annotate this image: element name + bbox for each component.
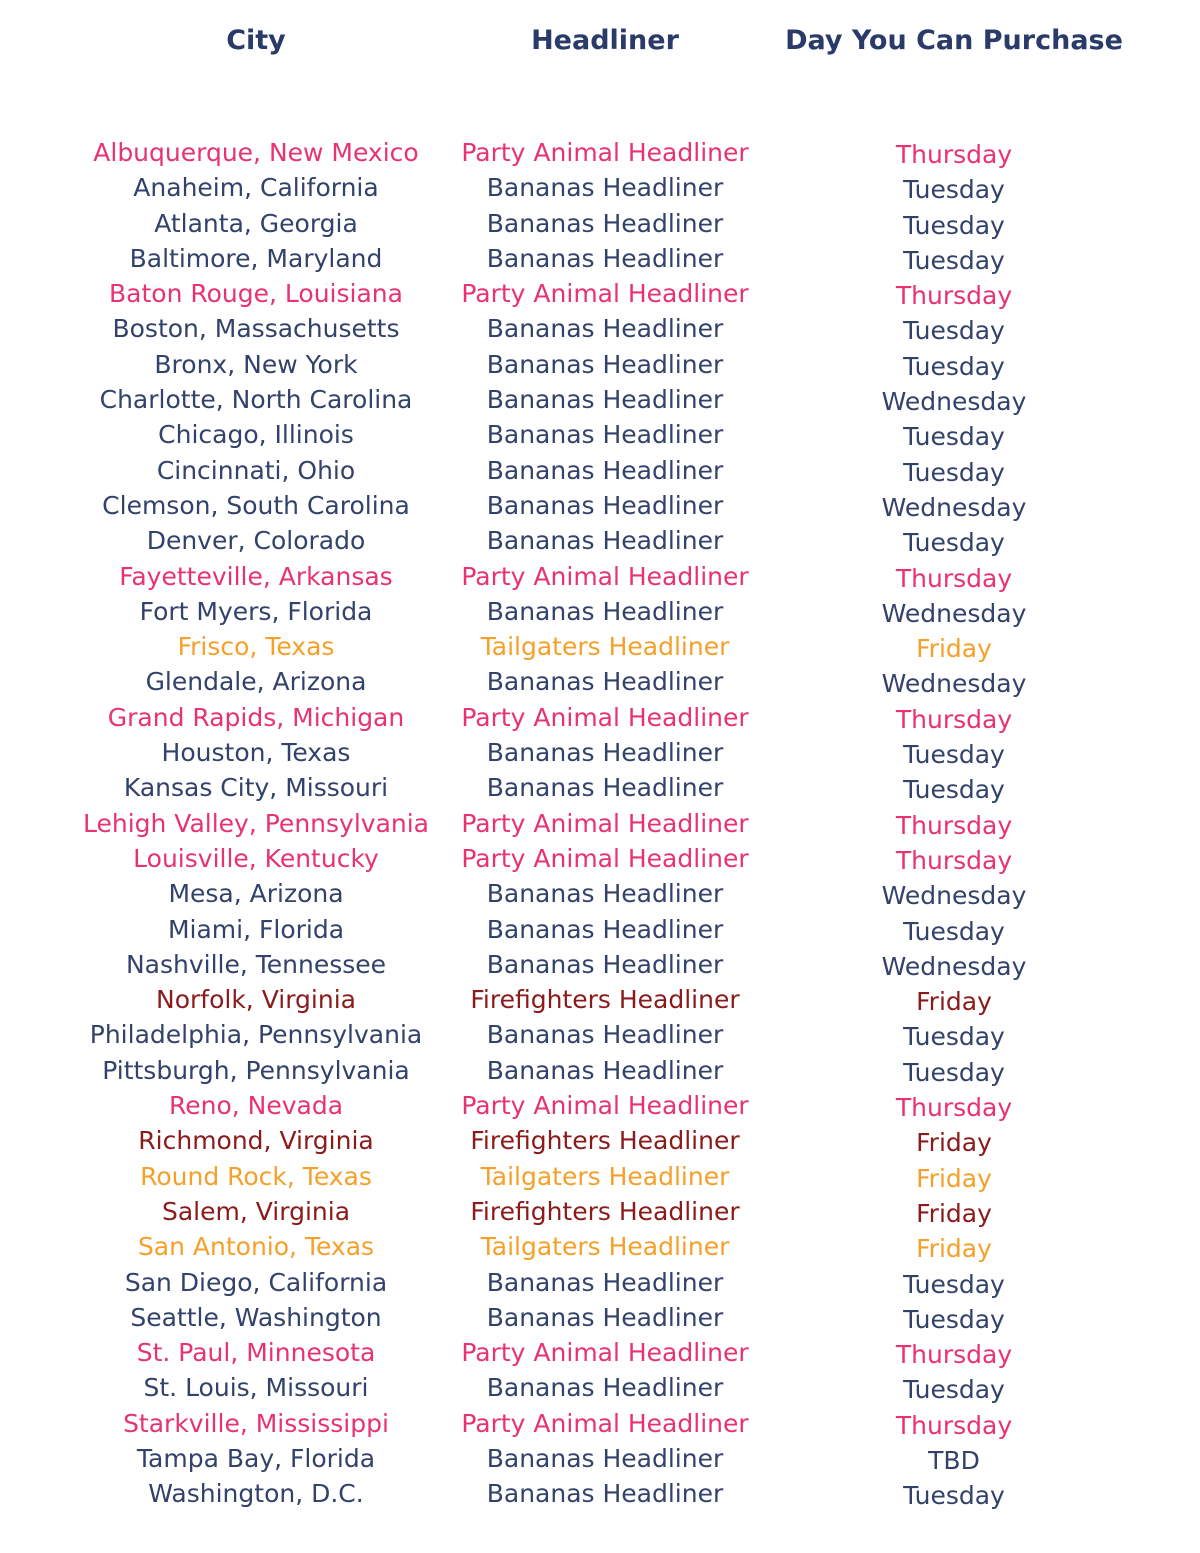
headliner-cell: Party Animal Headliner [461, 1338, 749, 1368]
city-cell: Clemson, South Carolina [102, 490, 410, 520]
city-cell: Atlanta, Georgia [154, 208, 358, 238]
day-cell: Tuesday [903, 457, 1005, 487]
headliner-cell: Bananas Headliner [486, 208, 724, 238]
table-row [0, 1406, 1200, 1441]
headliner-cell: Bananas Headliner [486, 173, 724, 203]
city-cell: Starkville, Mississippi [123, 1408, 389, 1438]
day-cell: TBD [928, 1445, 980, 1475]
headliner-cell: Firefighters Headliner [470, 985, 740, 1015]
table-row [0, 1088, 1200, 1123]
table-row [0, 876, 1200, 911]
headliner-cell: Bananas Headliner [486, 1302, 724, 1332]
day-cell: Tuesday [903, 1481, 1005, 1511]
table-header [0, 22, 1200, 112]
city-cell: Washington, D.C. [148, 1479, 364, 1509]
table-row [0, 1300, 1200, 1335]
table-row [0, 1053, 1200, 1088]
headliner-cell: Bananas Headliner [486, 1479, 724, 1509]
day-cell: Wednesday [881, 387, 1027, 417]
headliner-cell: Bananas Headliner [486, 738, 724, 768]
day-cell: Friday [916, 634, 992, 664]
headliner-cell: Bananas Headliner [486, 1267, 724, 1297]
table-row [0, 523, 1200, 558]
headliner-cell: Party Animal Headliner [461, 702, 749, 732]
table-row [0, 135, 1200, 170]
day-cell: Thursday [895, 845, 1013, 875]
headliner-cell: Bananas Headliner [486, 773, 724, 803]
day-cell: Thursday [895, 704, 1013, 734]
headliner-cell: Party Animal Headliner [461, 1408, 749, 1438]
day-cell: Thursday [895, 1410, 1013, 1440]
headliner-cell: Bananas Headliner [486, 1373, 724, 1403]
table-row [0, 311, 1200, 346]
city-cell: San Antonio, Texas [137, 1232, 375, 1262]
city-cell: Denver, Colorado [146, 526, 366, 556]
table-row [0, 1370, 1200, 1405]
table-row [0, 1017, 1200, 1052]
city-cell: Baton Rouge, Louisiana [109, 279, 403, 309]
day-cell: Wednesday [881, 881, 1027, 911]
headliner-cell: Bananas Headliner [486, 455, 724, 485]
headliner-cell: Bananas Headliner [486, 667, 724, 697]
day-cell: Thursday [895, 810, 1013, 840]
city-cell: Norfolk, Virginia [156, 985, 356, 1015]
city-cell: Round Rock, Texas [140, 1161, 372, 1191]
city-cell: Fort Myers, Florida [139, 596, 373, 626]
table-row [0, 417, 1200, 452]
city-cell: St. Louis, Missouri [143, 1373, 369, 1403]
city-cell: Miami, Florida [167, 914, 345, 944]
table-row [0, 912, 1200, 947]
headliner-cell: Bananas Headliner [486, 1020, 724, 1050]
day-cell: Tuesday [903, 316, 1005, 346]
city-cell: Glendale, Arizona [145, 667, 367, 697]
city-cell: Lehigh Valley, Pennsylvania [82, 808, 429, 838]
city-cell: Frisco, Texas [177, 632, 335, 662]
headliner-cell: Bananas Headliner [486, 385, 724, 415]
city-cell: Philadelphia, Pennsylvania [89, 1020, 423, 1050]
table-row [0, 241, 1200, 276]
column-header-headliner: Headliner [531, 25, 679, 56]
day-cell: Tuesday [903, 1269, 1005, 1299]
day-cell: Thursday [895, 563, 1013, 593]
headliner-cell: Bananas Headliner [486, 596, 724, 626]
city-cell: Albuquerque, New Mexico [93, 138, 419, 167]
table-row [0, 1229, 1200, 1264]
table-row [0, 947, 1200, 982]
headliner-cell: Bananas Headliner [486, 526, 724, 556]
day-cell: Friday [916, 1128, 992, 1158]
headliner-cell: Party Animal Headliner [461, 279, 749, 309]
table-row [0, 664, 1200, 699]
day-cell: Wednesday [881, 598, 1027, 628]
headliner-cell: Bananas Headliner [486, 490, 724, 520]
headliner-cell: Bananas Headliner [486, 420, 724, 450]
city-cell: Mesa, Arizona [168, 879, 344, 909]
table-row [0, 700, 1200, 735]
city-cell: Grand Rapids, Michigan [107, 702, 405, 732]
table-row [0, 1159, 1200, 1194]
headliner-cell: Bananas Headliner [486, 243, 724, 273]
table-row [0, 559, 1200, 594]
table-row [0, 347, 1200, 382]
day-cell: Wednesday [881, 669, 1027, 699]
day-cell: Tuesday [903, 245, 1005, 275]
column-header-city: City [226, 25, 286, 56]
day-cell: Friday [916, 1163, 992, 1193]
city-cell: Nashville, Tennessee [125, 949, 387, 979]
day-cell: Tuesday [903, 422, 1005, 452]
table-row [0, 382, 1200, 417]
headliner-cell: Party Animal Headliner [461, 138, 749, 167]
day-cell: Thursday [895, 140, 1013, 169]
city-cell: Boston, Massachusetts [112, 314, 400, 344]
day-cell: Thursday [895, 281, 1013, 311]
table-row [0, 1476, 1200, 1511]
day-cell: Thursday [895, 1340, 1013, 1370]
table-row [0, 735, 1200, 770]
headliner-cell: Bananas Headliner [486, 1443, 724, 1473]
day-cell: Thursday [895, 1093, 1013, 1123]
day-cell: Tuesday [903, 1375, 1005, 1405]
day-cell: Tuesday [903, 210, 1005, 240]
city-cell: Baltimore, Maryland [129, 243, 383, 273]
table-row [0, 629, 1200, 664]
table-row [0, 206, 1200, 241]
city-cell: Reno, Nevada [168, 1091, 344, 1121]
headliner-cell: Firefighters Headliner [470, 1126, 740, 1156]
day-cell: Friday [916, 1198, 992, 1228]
day-cell: Tuesday [903, 775, 1005, 805]
table-row [0, 170, 1200, 205]
headliner-cell: Bananas Headliner [486, 349, 724, 379]
table-row [0, 276, 1200, 311]
table-row [0, 594, 1200, 629]
headliner-cell: Bananas Headliner [486, 1055, 724, 1085]
headliner-cell: Bananas Headliner [486, 949, 724, 979]
headliner-cell: Firefighters Headliner [470, 1196, 740, 1226]
city-cell: Richmond, Virginia [138, 1126, 374, 1156]
headliner-cell: Bananas Headliner [486, 314, 724, 344]
table-row [0, 488, 1200, 523]
city-cell: Houston, Texas [161, 738, 351, 768]
city-cell: Pittsburgh, Pennsylvania [102, 1055, 410, 1085]
city-cell: Fayetteville, Arkansas [119, 561, 393, 591]
headliner-cell: Party Animal Headliner [461, 843, 749, 873]
day-cell: Tuesday [903, 916, 1005, 946]
city-cell: Cincinnati, Ohio [156, 455, 356, 485]
headliner-cell: Bananas Headliner [486, 879, 724, 909]
city-cell: St. Paul, Minnesota [136, 1338, 376, 1368]
day-cell: Tuesday [903, 1022, 1005, 1052]
headliner-cell: Bananas Headliner [486, 914, 724, 944]
table-row [0, 770, 1200, 805]
day-cell: Tuesday [903, 351, 1005, 381]
headliner-cell: Party Animal Headliner [461, 1091, 749, 1121]
headliner-cell: Party Animal Headliner [461, 808, 749, 838]
table-row [0, 1123, 1200, 1158]
city-cell: Bronx, New York [154, 349, 358, 379]
day-cell: Wednesday [881, 951, 1027, 981]
city-cell: Chicago, Illinois [158, 420, 354, 450]
headliner-cell: Tailgaters Headliner [480, 632, 730, 662]
city-cell: Louisville, Kentucky [133, 843, 379, 873]
city-cell: San Diego, California [124, 1267, 388, 1297]
column-header-day: Day You Can Purchase [785, 25, 1123, 56]
city-cell: Kansas City, Missouri [123, 773, 389, 803]
headliner-cell: Party Animal Headliner [461, 561, 749, 591]
table-row [0, 1335, 1200, 1370]
table-row [0, 806, 1200, 841]
day-cell: Friday [916, 987, 992, 1017]
city-cell: Salem, Virginia [161, 1196, 351, 1226]
city-cell: Anaheim, California [133, 173, 379, 203]
table-row [0, 841, 1200, 876]
city-cell: Tampa Bay, Florida [136, 1443, 376, 1473]
city-cell: Seattle, Washington [130, 1302, 382, 1332]
table-row [0, 1441, 1200, 1476]
table-row [0, 1265, 1200, 1300]
table-row [0, 453, 1200, 488]
day-cell: Tuesday [903, 175, 1005, 205]
city-cell: Charlotte, North Carolina [99, 385, 413, 415]
day-cell: Tuesday [903, 1304, 1005, 1334]
headliner-cell: Tailgaters Headliner [480, 1161, 730, 1191]
table-row [0, 982, 1200, 1017]
day-cell: Tuesday [903, 740, 1005, 770]
day-cell: Wednesday [881, 492, 1027, 522]
schedule-table-body [0, 135, 1200, 1512]
day-cell: Tuesday [903, 528, 1005, 558]
day-cell: Tuesday [903, 1057, 1005, 1087]
day-cell: Friday [916, 1234, 992, 1264]
table-row [0, 1194, 1200, 1229]
headliner-cell: Tailgaters Headliner [480, 1232, 730, 1262]
